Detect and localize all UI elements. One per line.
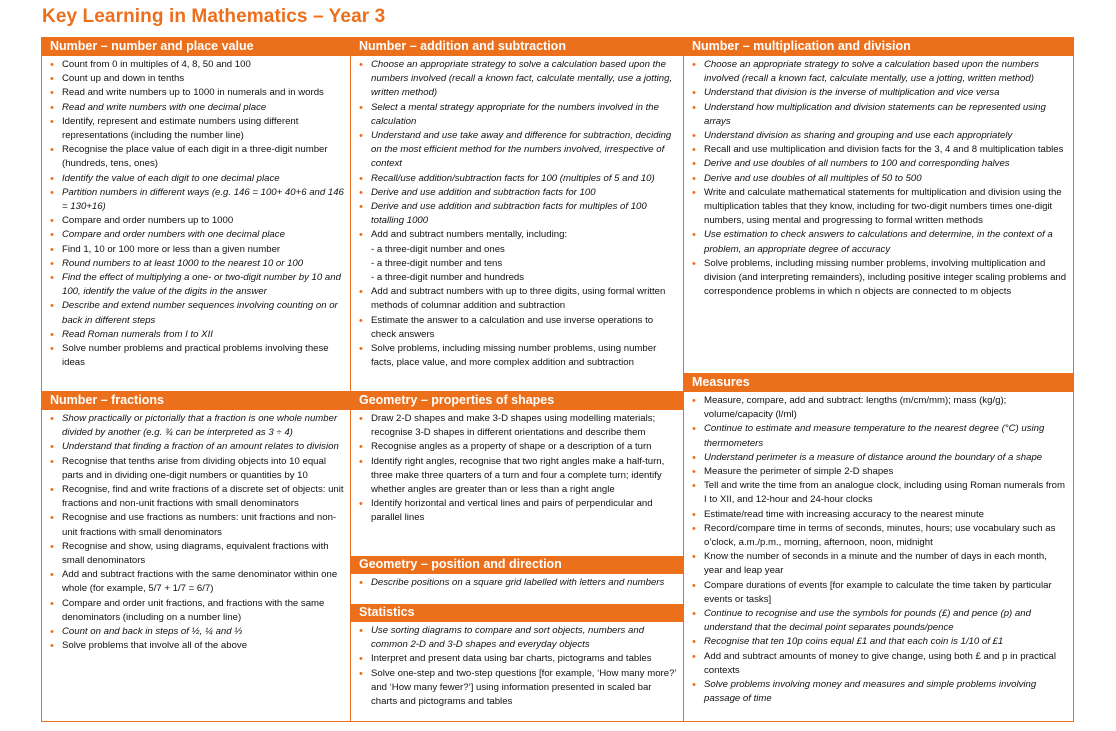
list-item: • Identify horizontal and vertical lines and pairs of perpendicular and parallel lines [371, 497, 677, 525]
list-item: • Understand how multiplication and division statements can be represented using arrays [704, 101, 1068, 129]
list-item: • Count from 0 in multiples of 4, 8, 50 and 100 [62, 58, 344, 72]
list-item: • Choose an appropriate strategy to solve a calculation based upon the numbers involved (recall a known fact, calculate mentally, use a jotting, written method) [704, 58, 1068, 86]
section-position-direction [351, 556, 683, 604]
list-item: • Recognise angles as a property of shape or a description of a turn [371, 440, 677, 454]
list-item: • Solve problems involving money and measures and simple problems involving passage of time [704, 678, 1068, 706]
list-item: • Continue to recognise and use the symbols for pounds (£) and pence (p) and understand that the decimal point separates pounds/pence [704, 607, 1068, 635]
list-item: • Recognise and show, using diagrams, equivalent fractions with small denominators [62, 540, 344, 568]
list-item: • Round numbers to at least 1000 to the nearest 10 or 100 [62, 257, 344, 271]
list-item: • Draw 2-D shapes and make 3-D shapes using modelling materials; recognise 3-D shapes in different orientations and describe them [371, 412, 677, 440]
list-item: • Select a mental strategy appropriate for the numbers involved in the calculation [371, 101, 677, 129]
bullet-list [42, 56, 350, 370]
curriculum-grid [41, 37, 1074, 722]
section-heading: Measures [684, 374, 1074, 392]
section-heading: Number – number and place value [42, 38, 350, 56]
list-item: • Recognise that ten 10p coins equal £1 and that each coin is 1/10 of £1 [704, 635, 1068, 649]
list-item: • Estimate the answer to a calculation and use inverse operations to check answers [371, 314, 677, 342]
list-item: • Read and write numbers up to 1000 in numerals and in words [62, 86, 344, 100]
list-item: • Know the number of seconds in a minute and the number of days in each month, year and leap year [704, 550, 1068, 578]
list-item: • Interpret and present data using bar charts, pictograms and tables [371, 652, 677, 666]
bullet-list [351, 622, 683, 709]
list-item: • Tell and write the time from an analogue clock, including using Roman numerals from I to XII, and 12-hour and 24-hour clocks [704, 479, 1068, 507]
list-item: • Recognise, find and write fractions of a discrete set of objects: unit fractions and non-unit fractions with small denominators [62, 483, 344, 511]
list-item: • Recognise and use fractions as numbers: unit fractions and non-unit fractions with small denominators [62, 511, 344, 539]
section-heading: Number – multiplication and division [684, 38, 1074, 56]
list-item: • Understand division as sharing and grouping and use each appropriately [704, 129, 1068, 143]
section-addition-subtraction [351, 38, 683, 391]
list-item: • Solve problems that involve all of the above [62, 639, 344, 653]
list-item: • Measure, compare, add and subtract: lengths (m/cm/mm); mass (kg/g); volume/capacity (l/ml) [704, 394, 1068, 422]
list-item: • Identify, represent and estimate numbers using different representations (including the number line) [62, 115, 344, 143]
list-item: • Understand perimeter is a measure of distance around the boundary of a shape [704, 451, 1068, 465]
list-item: • Write and calculate mathematical statements for multiplication and division using the multiplication tables that they know, including for two-digit numbers times one-digit numbers, using mental and progressing to formal written methods [704, 186, 1068, 229]
list-item: • Estimate/read time with increasing accuracy to the nearest minute [704, 508, 1068, 522]
list-item: • Understand and use take away and difference for subtraction, deciding on the most efficient method for the numbers involved, irrespective of context [371, 129, 677, 172]
bullet-list [351, 410, 683, 526]
list-item: • Use sorting diagrams to compare and sort objects, numbers and common 2-D and 3-D shapes and everyday objects [371, 624, 677, 652]
list-item: • Solve one-step and two-step questions [for example, ‘How many more?’ and ‘How many fewer?’] using information presented in scaled bar charts and pictograms and tables [371, 667, 677, 710]
list-item: • Solve number problems and practical problems involving these ideas [62, 342, 344, 370]
list-item: • Identify right angles, recognise that two right angles make a half-turn, three make three quarters of a turn and four a complete turn; identify whether angles are greater than or less than a right angle [371, 455, 677, 498]
list-item: • Describe positions on a square grid labelled with letters and numbers [371, 576, 677, 590]
section-fractions [42, 392, 350, 722]
section-statistics [351, 604, 683, 722]
section-heading: Number – addition and subtraction [351, 38, 683, 56]
list-item: - a three-digit number and hundreds [371, 272, 525, 284]
section-heading: Statistics [351, 604, 683, 622]
list-item: • Understand that finding a fraction of an amount relates to division [62, 440, 344, 454]
list-item: • Identify the value of each digit to one decimal place [62, 172, 344, 186]
list-item: • Record/compare time in terms of seconds, minutes, hours; use vocabulary such as o’clock, a.m./p.m., morning, afternoon, noon, midnight [704, 522, 1068, 550]
list-item: • Partition numbers in different ways (e.g. 146 = 100+ 40+6 and 146 = 130+16) [62, 186, 344, 214]
list-item: • Continue to estimate and measure temperature to the nearest degree (°C) using thermometers [704, 422, 1068, 450]
list-item: • Compare and order numbers with one decimal place [62, 228, 344, 242]
list-item: • Use estimation to check answers to calculations and determine, in the context of a problem, an appropriate degree of accuracy [704, 228, 1068, 256]
list-item: • Read and write numbers with one decimal place [62, 101, 344, 115]
list-item: • Recognise the place value of each digit in a three-digit number (hundreds, tens, ones) [62, 143, 344, 171]
bullet-list [351, 574, 683, 590]
list-item: • Solve problems, including missing number problems, using number facts, place value, and more complex addition and subtraction [371, 342, 677, 370]
list-item: • Measure the perimeter of simple 2-D shapes [704, 465, 1068, 479]
list-item: • Count up and down in tenths [62, 72, 344, 86]
bullet-list [684, 392, 1074, 706]
list-item: • Compare and order numbers up to 1000 [62, 214, 344, 228]
list-item: • Derive and use doubles of all multiples of 50 to 500 [704, 172, 1068, 186]
page-title: Key Learning in Mathematics – Year 3 [42, 6, 386, 27]
list-item: • Choose an appropriate strategy to solve a calculation based upon the numbers involved (recall a known fact, calculate mentally, use a jotting, written method) [371, 58, 677, 101]
list-item: • Describe and extend number sequences involving counting on or back in different steps [62, 299, 344, 327]
section-heading: Geometry – properties of shapes [351, 392, 683, 410]
bullet-list [684, 56, 1074, 299]
section-place-value [42, 38, 350, 391]
list-item: • Read Roman numerals from I to XII [62, 328, 344, 342]
list-item: • Count on and back in steps of ½, ¼ and ⅓ [62, 625, 344, 639]
section-measures [684, 374, 1074, 722]
list-item: • Recall and use multiplication and division facts for the 3, 4 and 8 multiplication tables [704, 143, 1068, 157]
bullet-list [42, 410, 350, 653]
list-item: - a three-digit number and tens [371, 257, 503, 269]
list-item: • Recall/use addition/subtraction facts for 100 (multiples of 5 and 10) [371, 172, 677, 186]
list-item: • Recognise that tenths arise from dividing objects into 10 equal parts and in dividing one-digit numbers or quantities by 10 [62, 455, 344, 483]
list-item: • Compare durations of events [for example to calculate the time taken by particular events or tasks] [704, 579, 1068, 607]
section-multiplication-division [684, 38, 1074, 373]
list-item: - a three-digit number and ones [371, 243, 505, 255]
list-item: • Add and subtract numbers mentally, including: [371, 228, 677, 242]
list-item: • Understand that division is the inverse of multiplication and vice versa [704, 86, 1068, 100]
section-properties-of-shapes [351, 392, 683, 556]
section-heading: Geometry – position and direction [351, 556, 683, 574]
list-item: • Derive and use doubles of all numbers to 100 and corresponding halves [704, 157, 1068, 171]
list-item: • Add and subtract numbers with up to three digits, using formal written methods of columnar addition and subtraction [371, 285, 677, 313]
list-item: • Compare and order unit fractions, and fractions with the same denominators (including on a number line) [62, 597, 344, 625]
list-item: • Solve problems, including missing number problems, involving multiplication and division (and interpreting remainders), including positive integer scaling problems and correspondence problems in which n objects are connected to m objects [704, 257, 1068, 300]
list-item: • Show practically or pictorially that a fraction is one whole number divided by another (e.g. ¾ can be interpreted as 3 ÷ 4) [62, 412, 344, 440]
list-item: • Add and subtract amounts of money to give change, using both £ and p in practical contexts [704, 650, 1068, 678]
bullet-list [351, 56, 683, 370]
list-item: • Find 1, 10 or 100 more or less than a given number [62, 243, 344, 257]
section-heading: Number – fractions [42, 392, 350, 410]
list-item: • Add and subtract fractions with the same denominator within one whole (for example, 5/7 + 1/7 = 6/7) [62, 568, 344, 596]
list-item: • Find the effect of multiplying a one- or two-digit number by 10 and 100, identify the value of the digits in the answer [62, 271, 344, 299]
list-item: • Derive and use addition and subtraction facts for 100 [371, 186, 677, 200]
list-item: • Derive and use addition and subtraction facts for multiples of 100 totalling 1000 [371, 200, 677, 228]
